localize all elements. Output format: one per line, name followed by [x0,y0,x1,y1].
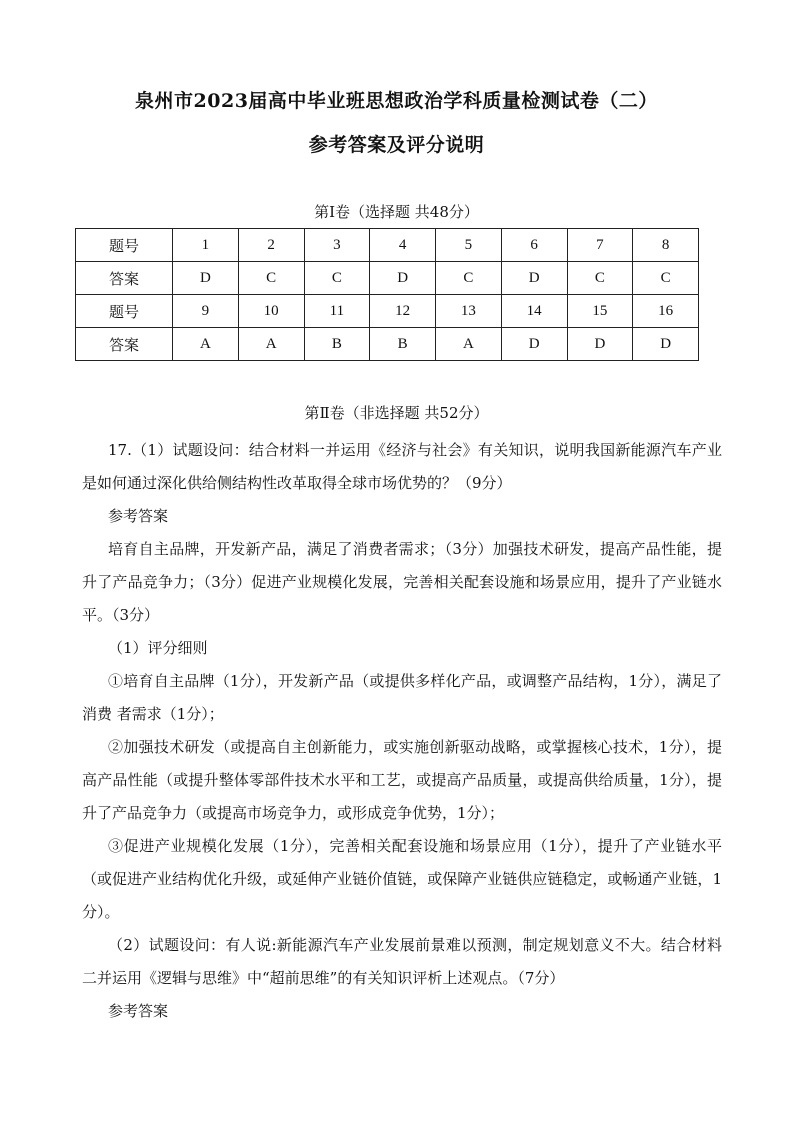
table-cell: 14 [501,295,567,328]
table-cell: B [370,328,436,361]
table-cell: D [633,328,699,361]
row-label: 答案 [76,328,173,361]
reference-answer-1: 培育自主品牌，开发新产品，满足了消费者需求；（3分）加强技术研发，提高产品性能，提升了产品竞争力；（3分）促进产业规模化发展，完善相关配套设施和场景应用，提升了产业链水平。（3分） [82,540,722,624]
table-cell: 6 [501,229,567,262]
table-cell: C [633,262,699,295]
table-cell: 13 [436,295,502,328]
scoring-item-3: ③促进产业规模化发展（1分），完善相关配套设施和场景应用（1分），提升了产业链水平（或促进产业结构优化升级，或延伸产业链价值链，或保障产业链供应链稳定，或畅通产业链，1分）。 [82,837,722,921]
row-label: 题号 [76,295,173,328]
table-cell: 11 [304,295,370,328]
table-row [76,229,699,262]
table-cell: 3 [304,229,370,262]
reference-answer-label-2: 参考答案 [108,1002,169,1020]
row-label: 答案 [76,262,173,295]
scoring-rules-label: （1）评分细则 [108,639,208,657]
table-cell: C [436,262,502,295]
document-subtitle: 参考答案及评分说明 [308,134,485,156]
table-cell: C [567,262,633,295]
section1-heading: 第Ⅰ卷（选择题 共48分） [314,203,479,221]
document-title: 泉州市2023届高中毕业班思想政治学科质量检测试卷（二） [135,90,658,112]
table-cell: D [501,328,567,361]
question-17-2: （2）试题设问：有人说:新能源汽车产业发展前景难以预测，制定规划意义不大。结合材料二并运用《逻辑与思维》中“超前思维”的有关知识评析上述观点。（7分） [82,936,722,987]
table-cell: 15 [567,295,633,328]
table-row [76,295,699,328]
table-cell: 2 [238,229,304,262]
table-cell: 16 [633,295,699,328]
answer-table [75,228,699,361]
table-cell: B [304,328,370,361]
table-cell: A [173,328,239,361]
table-cell: D [567,328,633,361]
table-cell: 9 [173,295,239,328]
table-cell: D [501,262,567,295]
table-cell: A [238,328,304,361]
table-cell: 1 [173,229,239,262]
reference-answer-label-1: 参考答案 [108,507,169,525]
scoring-item-2: ②加强技术研发（或提高自主创新能力，或实施创新驱动战略，或掌握核心技术，1分），提高产品性能（或提升整体零部件技术水平和工艺，或提高产品质量，或提高供给质量，1分），提升了产品竞争力（或提高市场竞争力，或形成竞争优势，1分）； [82,738,722,822]
table-cell: C [238,262,304,295]
table-cell: 5 [436,229,502,262]
table-cell: A [436,328,502,361]
table-cell: C [304,262,370,295]
table-cell: 12 [370,295,436,328]
table-row [76,328,699,361]
question-17-1: 17.（1）试题设问：结合材料一并运用《经济与社会》有关知识，说明我国新能源汽车产业是如何通过深化供给侧结构性改革取得全球市场优势的？（9分） [82,441,722,492]
table-cell: D [173,262,239,295]
table-row [76,262,699,295]
table-cell: D [370,262,436,295]
section2-heading: 第Ⅱ卷（非选择题 共52分） [304,404,489,422]
table-cell: 10 [238,295,304,328]
table-cell: 8 [633,229,699,262]
row-label: 题号 [76,229,173,262]
scoring-item-1: ①培育自主品牌（1分），开发新产品（或提供多样化产品，或调整产品结构，1分），满足了消费 者需求（1分）； [82,672,722,723]
table-cell: 4 [370,229,436,262]
table-cell: 7 [567,229,633,262]
